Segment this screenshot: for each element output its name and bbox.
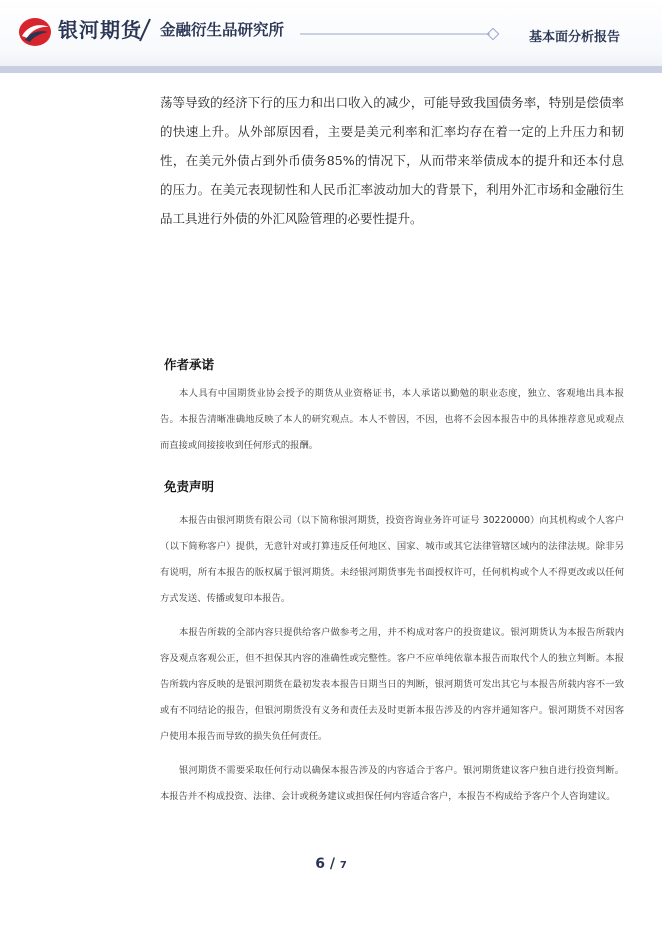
brand-name: 银河期货 [58, 18, 142, 42]
page-header [0, 0, 662, 66]
disclaimer-paragraph: 银河期货不需要采取任何行动以确保本报告涉及的内容适合于客户。银河期货建议客户独自进行投资判断。本报告并不构成投资、法律、会计或税务建议或担保任何内容适合客户，本报告不构成给予客户个人咨询建议。 [160, 765, 624, 802]
report-type: 基本面分析报告 [528, 30, 620, 45]
header-band [0, 66, 662, 73]
galaxy-futures-logo-icon [18, 17, 52, 47]
decorative-line [300, 28, 500, 40]
section-title: 免责声明 [164, 479, 215, 494]
section-title: 作者承诺 [164, 357, 215, 372]
continuation-paragraph: 荡等导致的经济下行的压力和出口收入的减少，可能导致我国债务率，特别是偿债率的快速上升。从外部原因看，主要是美元利率和汇率均存在着一定的上升压力和韧性，在美元外债占到外币债务85%的情况下，从而带来举债成本的提升和还本付息的压力。在美元表现韧性和人民币汇率波动加大的背景下，利用外汇市场和金融衍生品工具进行外债的外汇风险管理的必要性提升。 [160, 95, 624, 226]
page-number [0, 856, 662, 872]
author-commitment-section [160, 355, 624, 459]
disclaimer-paragraph: 本报告所载的全部内容只提供给客户做参考之用，并不构成对客户的投资建议。银河期货认为本报告所载内容及观点客观公正，但不担保其内容的准确性或完整性。客户不应单纯依靠本报告而取代个人的独立判断。本报告所载内容反映的是银河期货在最初发表本报告日期当日的判断，银河期货可发出其它与本报告所载内容不一致或有不同结论的报告，但银河期货没有义务和责任去及时更新本报告涉及的内容并通知客户。银河期货不对因客户使用本报告而导致的损失负任何责任。 [160, 627, 624, 742]
page-total: 7 [339, 860, 347, 871]
page-separator: / [324, 856, 340, 872]
page-current: 6 [315, 856, 325, 872]
institute-name: 金融衍生品研究所 [160, 21, 285, 39]
author-commitment-paragraph: 本人具有中国期货业协会授予的期货从业资格证书，本人承诺以勤勉的职业态度，独立、客观地出具本报告。本报告清晰准确地反映了本人的研究观点。本人不曾因，不因，也将不会因本报告中的具体推荐意见或观点而直接或间接接收到任何形式的报酬。 [160, 388, 624, 451]
disclaimer-section [160, 477, 624, 810]
disclaimer-paragraph: 本报告由银河期货有限公司（以下简称银河期货，投资咨询业务许可证号 30220000）向其机构或个人客户（以下简称客户）提供，无意针对或打算违反任何地区、国家、城市或其它法律管辖区域内的法律法规。除非另有说明，所有本报告的版权属于银河期货。未经银河期货事先书面授权许可，任何机构或个人不得更改或以任何方式发送、传播或复印本报告。 [160, 515, 624, 604]
divider-slash [137, 16, 153, 44]
